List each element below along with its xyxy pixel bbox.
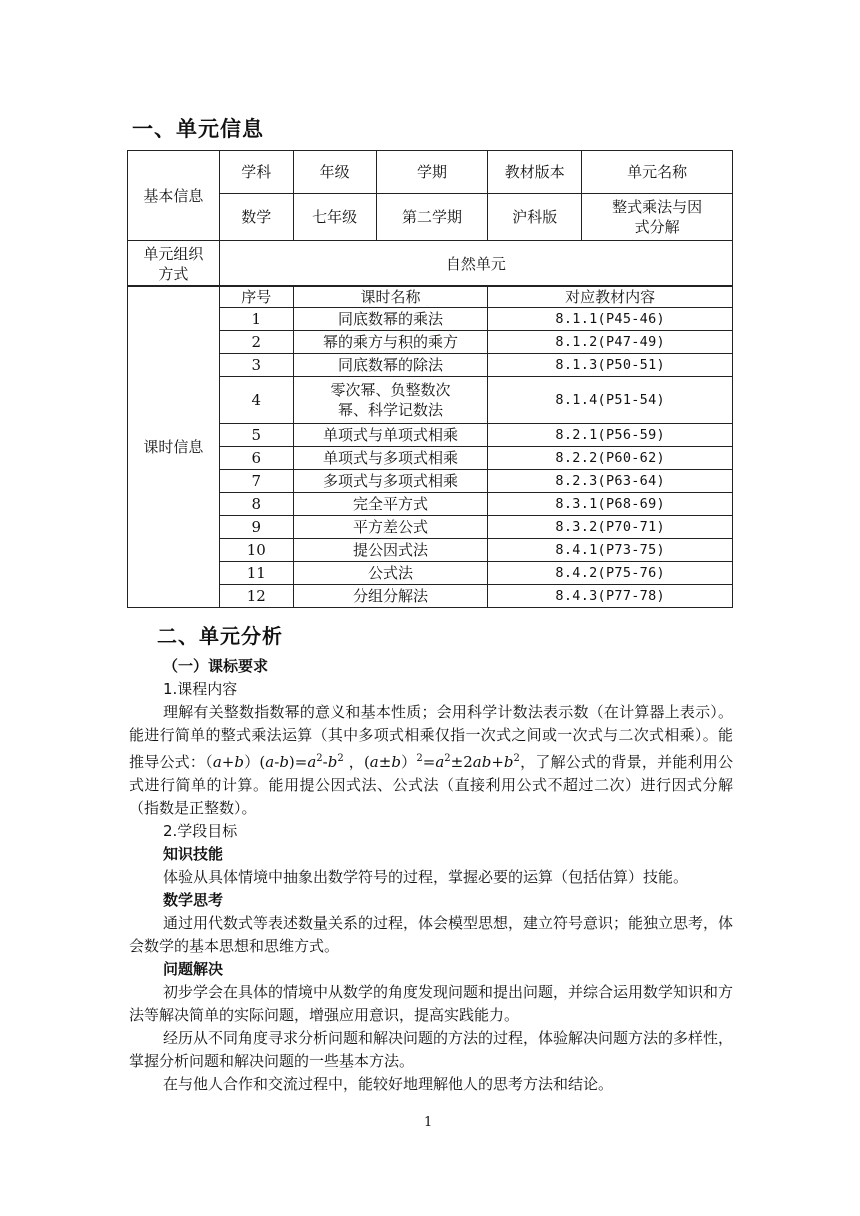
lesson-index: 4	[219, 377, 293, 424]
lesson-name: 零次幂、负整数次幂、科学记数法	[293, 377, 488, 424]
value-edition: 沪科版	[488, 194, 582, 241]
unit-analysis-body	[129, 655, 733, 1096]
value-unit-name: 整式乘法与因式分解	[582, 194, 733, 241]
lesson-index: 6	[219, 447, 293, 470]
paragraph-course-content	[129, 701, 733, 820]
value-grade: 七年级	[293, 194, 376, 241]
lesson-index: 12	[219, 585, 293, 608]
paragraph-problem-solving-1: 初步学会在具体的情境中从数学的角度发现问题和提出问题，并综合运用数学知识和方法等解决简单的实际问题，增强应用意识，提高实践能力。	[129, 983, 734, 1024]
lesson-table	[127, 285, 733, 608]
lesson-content: 8.2.3(P63-64)	[488, 470, 733, 493]
lesson-name: 单项式与单项式相乘	[293, 424, 488, 447]
section-title-unit-info: 一、单元信息	[132, 117, 264, 141]
lesson-index: 7	[219, 470, 293, 493]
lesson-name: 平方差公式	[293, 516, 488, 539]
lesson-name: 幂的乘方与积的乘方	[293, 331, 488, 354]
lesson-content: 8.1.2(P47-49)	[488, 331, 733, 354]
lesson-header-name: 课时名称	[293, 286, 488, 308]
paragraph-math-thinking: 通过用代数式等表述数量关系的过程，体会模型思想，建立符号意识；能独立思考，体会数学的基本思想和思维方式。	[129, 914, 734, 955]
lesson-name: 单项式与多项式相乘	[293, 447, 488, 470]
heading-problem-solving: 问题解决	[163, 960, 224, 978]
lesson-name: 同底数幂的除法	[293, 354, 488, 377]
header-edition: 教材版本	[488, 151, 582, 194]
lesson-index: 9	[219, 516, 293, 539]
lesson-index: 10	[219, 539, 293, 562]
header-grade: 年级	[293, 151, 376, 194]
lesson-index: 8	[219, 493, 293, 516]
page-number: 1	[424, 1115, 433, 1130]
lesson-index: 5	[219, 424, 293, 447]
lesson-index: 2	[219, 331, 293, 354]
basic-info-label: 基本信息	[128, 151, 220, 241]
lesson-index: 1	[219, 308, 293, 331]
lesson-name: 同底数幂的乘法	[293, 308, 488, 331]
value-subject: 数学	[219, 194, 293, 241]
lesson-content: 8.3.2(P70-71)	[488, 516, 733, 539]
paragraph-knowledge-skills: 体验从具体情境中抽象出数学符号的过程，掌握必要的运算（包括估算）技能。	[163, 868, 689, 886]
org-label: 单元组织方式	[128, 241, 220, 287]
lesson-info-label: 课时信息	[128, 286, 220, 608]
subsection-curriculum-requirements: （一）课标要求	[163, 657, 269, 675]
unit-info-table	[127, 150, 733, 287]
heading-math-thinking: 数学思考	[163, 891, 224, 909]
lesson-content: 8.4.2(P75-76)	[488, 562, 733, 585]
lesson-name: 多项式与多项式相乘	[293, 470, 488, 493]
header-unit-name: 单元名称	[582, 151, 733, 194]
lesson-header-index: 序号	[219, 286, 293, 308]
lesson-header-content: 对应教材内容	[488, 286, 733, 308]
org-value: 自然单元	[219, 241, 732, 287]
paragraph-part-b: ，了解公式的背景，并能利用公式进行简单的计算。能用提公因式法、公式法（直接利用公式不超过二次）进行因式分解（指数是正整数）。	[129, 753, 733, 817]
lesson-index: 3	[219, 354, 293, 377]
value-term: 第二学期	[376, 194, 488, 241]
lesson-name: 完全平方式	[293, 493, 488, 516]
item-stage-goals: 2.学段目标	[163, 822, 238, 840]
item-course-content: 1.课程内容	[163, 680, 238, 698]
lesson-content: 8.1.4(P51-54)	[488, 377, 733, 424]
lesson-content: 8.4.1(P73-75)	[488, 539, 733, 562]
section-title-unit-analysis: 二、单元分析	[157, 624, 283, 648]
header-term: 学期	[376, 151, 488, 194]
heading-knowledge-skills: 知识技能	[163, 845, 224, 863]
paragraph-part-a: 理解有关整数指数幂的意义和基本性质；会用科学计数法表示数（在计算器上表示）。能进行简单的整式乘法运算（其中多项式相乘仅指一次式之间或一次式与二次式相乘）。能推导公式：	[129, 703, 733, 771]
header-subject: 学科	[219, 151, 293, 194]
lesson-content: 8.2.2(P60-62)	[488, 447, 733, 470]
lesson-name: 公式法	[293, 562, 488, 585]
lesson-name: 分组分解法	[293, 585, 488, 608]
lesson-name: 提公因式法	[293, 539, 488, 562]
lesson-content: 8.2.1(P56-59)	[488, 424, 733, 447]
paragraph-problem-solving-2: 经历从不同角度寻求分析问题和解决问题的方法的过程，体验解决问题方法的多样性，掌握分析问题和解决问题的一些基本方法。	[129, 1029, 734, 1070]
paragraph-problem-solving-3: 在与他人合作和交流过程中，能较好地理解他人的思考方法和结论。	[163, 1075, 614, 1093]
formula: $(a+b)(a-b)=a^2-b^2$ ，$(a\pm b)^2=a^2\pm 2ab+b^2$	[205, 753, 520, 771]
lesson-index: 11	[219, 562, 293, 585]
lesson-content: 8.3.1(P68-69)	[488, 493, 733, 516]
lesson-content: 8.1.3(P50-51)	[488, 354, 733, 377]
lesson-content: 8.4.3(P77-78)	[488, 585, 733, 608]
lesson-content: 8.1.1(P45-46)	[488, 308, 733, 331]
